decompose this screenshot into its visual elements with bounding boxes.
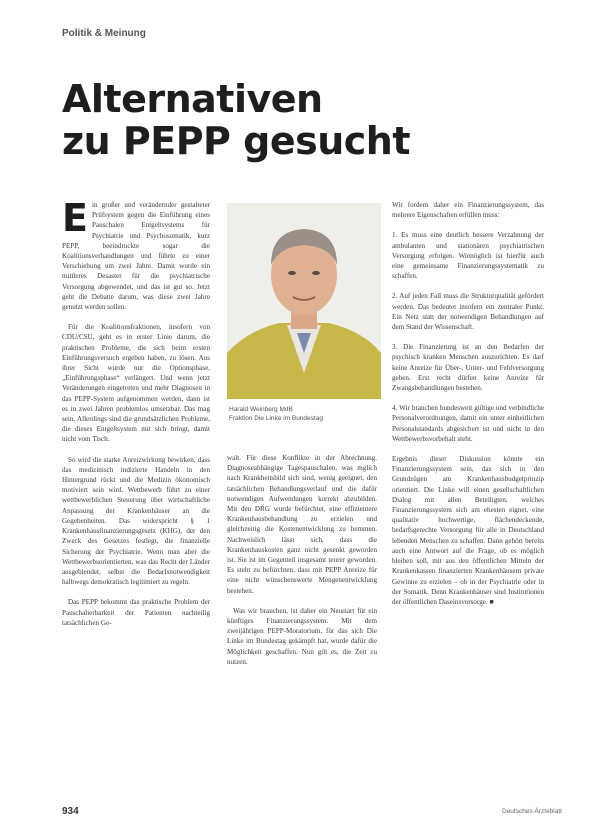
article-paragraph: 2. Auf jeden Fall muss die Strukturqualität gefördert werden. Das bedeutet insofern ein zentraler Punkt. Ein Netz statt der notwendigen Behandlungen auf dem Stand der Wissenschaft.: [392, 292, 544, 332]
publication-name: Deutsches Ärzteblatt: [502, 808, 562, 815]
article-paragraph: Das PEPP bekommt das praktische Problem der Pauschalierbarkeit der Patienten nachteilig tatsächlichen Ge-: [62, 598, 210, 627]
dropcap: E: [62, 196, 88, 240]
headline: [62, 78, 482, 162]
article-paragraph: Für die Koalitionsfraktionen, insofern von CDU/CSU, geht es in erster Linie darum, die praktischen Probleme, die sich beim ersten Einführungsversuch ergeben haben, zu lösen. Aus ihrer Sicht wurde nur die Optionsphase, „Einführungsphase“ verlängert. Und wenn jetzt Veränderungen eingetreten und mehr Diagnosen in das PEPP-System aufgenommen werden, dann ist es in zwei Jahren problemlos umsetzbar. Das mag sein. Allerdings sind die grundsätzlichen Probleme, die dieses Entgeltsystem mit sich bringt, damit nicht vom Tisch.: [62, 323, 210, 444]
page-number: 934: [62, 806, 79, 817]
article-column-3: [392, 200, 544, 617]
article-paragraph: walt. Für diese Konflikte in der Abrechnung. Diagnoseabhängige Tagespauschalen, was mglich nach Krankheitsbild sich sind, wenig geeignet, den tatsächlichen Behandlungsverlauf und die dafür notwendigen Aufwendungen korrekt abzubilden. Mit den DRG wurde befürchtet, eine effizientere Krankenhausbehandlung zu erzielen und gleichzeitig die Kostenentwicklung zu hemmen. Nachweislich lässt sich, dass die Krankenhauskosten ganz nicht gesenkt geworden ist. Sie ist im Gegenteil insgesamt teurer geworden. Es steht zu befürchten, dass mit PEPP Anreize für eine nicht wünschenswerte Mengenentwicklung bestehen.: [227, 454, 377, 595]
article-paragraph: 3. Die Finanzierung ist an den Bedarfen der psychisch kranken Menschen auszurichten. Es darf keine Anreize für Über-, Unter- und Fehlversorgung geben. Erst recht dürfen keine Anreize für Zwangsbehandlungen bestehen.: [392, 343, 544, 393]
portrait-photo: [227, 203, 381, 399]
caption-affiliation: Fraktion Die Linke im Bundestag: [229, 415, 323, 422]
article-paragraph: Ergebnis dieser Diskussion könnte ein Finanzierungssystem sein, das sich in den Grundzügen am Krankenhausbudgetprinzip orientiert. Die Linke will einen gesellschaftlichen Dialog mit allen Beteiligten, welches Finanzierungssystem sich am ehesten eignet, eine qualitativ hochwertige, flächendeckende, bedarfsgerechte Versorgung für alle in Deutschland lebenden Menschen zu schaffen. Dann gehört bereits auch eine Antwort auf die Frage, ob es möglich bleiben soll, mit aus den öffentlichen Mitteln der Krankenkassen finanzierten Krankenhäusern private Gewinne zu erzielen – ob in der Psychiatrie oder in der Somatik. Denn Krankenhäuser sind Institutionen der öffentlichen Daseinsvorsorge. ■: [392, 455, 544, 606]
article-column-1: [62, 196, 210, 638]
headline-line-2: zu PEPP gesucht: [62, 119, 411, 163]
section-label: Politik & Meinung: [62, 28, 146, 39]
caption-name: Harald Weinberg MdB: [229, 406, 293, 413]
photo-caption: [229, 405, 379, 423]
article-paragraph: So wird die starke Anreizwirkung bewirken, dass das medizinisch indizierte Handeln in den Hintergrund rückt und die Medizin ökonomisch motiviert sein wird. Wettbewerb führt zu einer wettbewerblichen Steuerung über wirtschaftliche Anpassung der Krankenhäuser an die Gegebenheiten. Das widerspricht § 1 Krankenhausfinanzierungsgesetz (KHG), der den Zweck des Gesetzes festlegt, die finanzielle Sicherung der Psychiatrie. Wenn man aber die Wettbewerbsorientierten, was das Recht der Länder ausgeblendet, selbst die Bedarfsnotwendigkeit halbwegs demokratisch legitimiert zu regeln.: [62, 455, 210, 587]
article-paragraph: Wir fordern daher ein Finanzierungssystem, das mehrere Eigenschaften erfüllen muss:: [392, 201, 544, 220]
headline-line-1: Alternativen: [62, 77, 323, 121]
article-paragraph: 4. Wir brauchen bundesweit gültige und verbindliche Personalverordnungen, damit ein unter einheitlichen Personalstandards abgesichert ist und nicht in den Wettbewerbsvorbehalt steht.: [392, 404, 544, 443]
article-column-2: [227, 453, 377, 677]
article-paragraph: Was wir brauchen, ist daher ein Neustart für ein künftiges Finanzierungssystem. Mit dem zweijährigen PEPP-Moratorium, für das sich Die Linke im Bundestag gekämpft hat, wurde dafür die Möglichkeit geschaffen. Nun gilt es, die Zeit zu nutzen.: [227, 606, 377, 666]
article-paragraph: 1. Es muss eine deutlich bessere Verzahnung der ambulanten und stationären psychiatrischen Versorgung erfolgen. Womöglich ist hierfür auch eine gemeinsame Finanzierungssystematik zu schaffen.: [392, 231, 544, 281]
article-paragraph: Ein großer und verändernder gestalteter Prüfsystem gegen die Einführung eines Pauschalen Entgeltsystems für Psychiatrie und Psychosomatik, kurz PEPP, beeindruckte sogar die Koalitionsverhandlungen und führte zu einer Verschiebung um zwei Jahre. Damit wurde ein mittleres Desaster für die psychiatrische Versorgung abgewendet, und das ist gut so. Jetzt geht die Debatte darum, was diese zwei Jahre genutzt werden sollen.: [62, 196, 210, 312]
